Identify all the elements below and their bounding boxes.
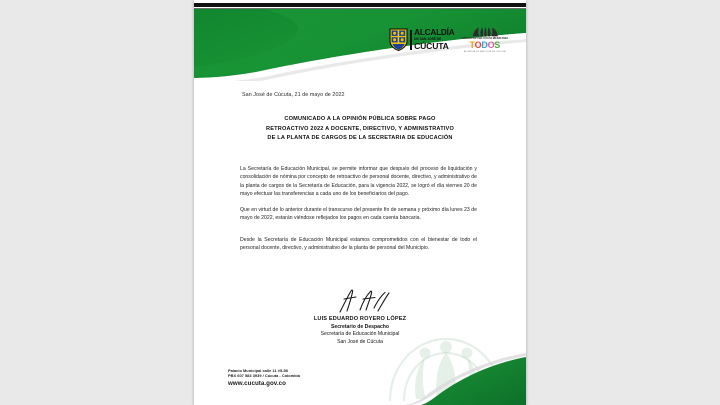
footer-graphic [194, 327, 526, 405]
document-page [194, 0, 526, 405]
body-paragraph-2: Que en virtud de lo anterior durante el transcurso del presente fin de semana y próximo día lunes 23 de mayo de 2022, estarán viéndose reflejados los pagos en cada cuenta bancaria. [240, 207, 477, 222]
document-date: San José de Cúcuta, 21 de mayo de 2022 [242, 92, 345, 98]
signer-role: Secretario de Despacho [330, 323, 390, 330]
title-line-2: RETROACTIVO 2022 A DOCENTE, DIRECTIVO, Y ADMINISTRATIVO [266, 125, 454, 132]
footer-contact [228, 368, 300, 389]
title-line-1: COMUNICADO A LA OPINIÓN PÚBLICA SOBRE PAGO [284, 116, 436, 122]
top-rule [194, 3, 526, 7]
todos-tagline: JUNTOS POR UNA CÚCUTA MEJOR PARA [461, 37, 508, 40]
document-title [240, 115, 480, 144]
handwritten-signature [322, 288, 412, 314]
signer-department: Secretaría de Educación Municipal [320, 331, 400, 337]
alcaldia-logo [389, 28, 454, 51]
todos-logo [461, 27, 508, 53]
footer-address: Palacio Municipal calle 11 #5-58 [228, 367, 288, 373]
header-logos [389, 27, 508, 53]
crown-figures-icon [471, 27, 499, 37]
signer-city: San José de Cúcuta [337, 338, 383, 345]
body-paragraph-1: La Secretaría de Educación Municipal, se permite informar que después del proceso de liquidación y consolidación de nómina por concepto de retroactivo de personal docente, directivo, y administrativo de la planta de cargos de la Secretaría de Educación, para la vigencia 2022, se logró el día viernes 20 de mayo efectuar las transferencias a cada uno de los beneficiarios del pago. [240, 166, 477, 198]
alcaldia-line3: CÚCUTA [414, 41, 449, 51]
footer-phone: PBX 607 583 3939 / Cúcuta - Colombia [228, 373, 300, 379]
signer-name: LUIS EDUARDO ROYERO LÓPEZ [313, 316, 407, 322]
body-paragraph-3: Desde la Secretaría de Educación Municipal estamos comprometidos con el bienestar de todo el personal docente, directivo, y administrativo de la planta de personal del Municipio. [240, 237, 477, 252]
coat-of-arms-icon [389, 28, 408, 51]
title-line-3: DE LA PLANTA DE CARGOS DE LA SECRETARIA DE EDUCACIÓN [267, 135, 453, 142]
alcaldia-line2: DE SAN JOSÉ DE [414, 37, 442, 42]
footer-website[interactable]: www.cucuta.gov.co [228, 380, 286, 388]
todos-wordmark: T O D O S [469, 39, 500, 50]
todos-footnote: ALCALDÍA DE SAN JOSÉ DE CÚCUTA [463, 50, 506, 53]
alcaldia-line1: ALCALDÍA [414, 28, 455, 38]
logo-divider [410, 30, 412, 50]
